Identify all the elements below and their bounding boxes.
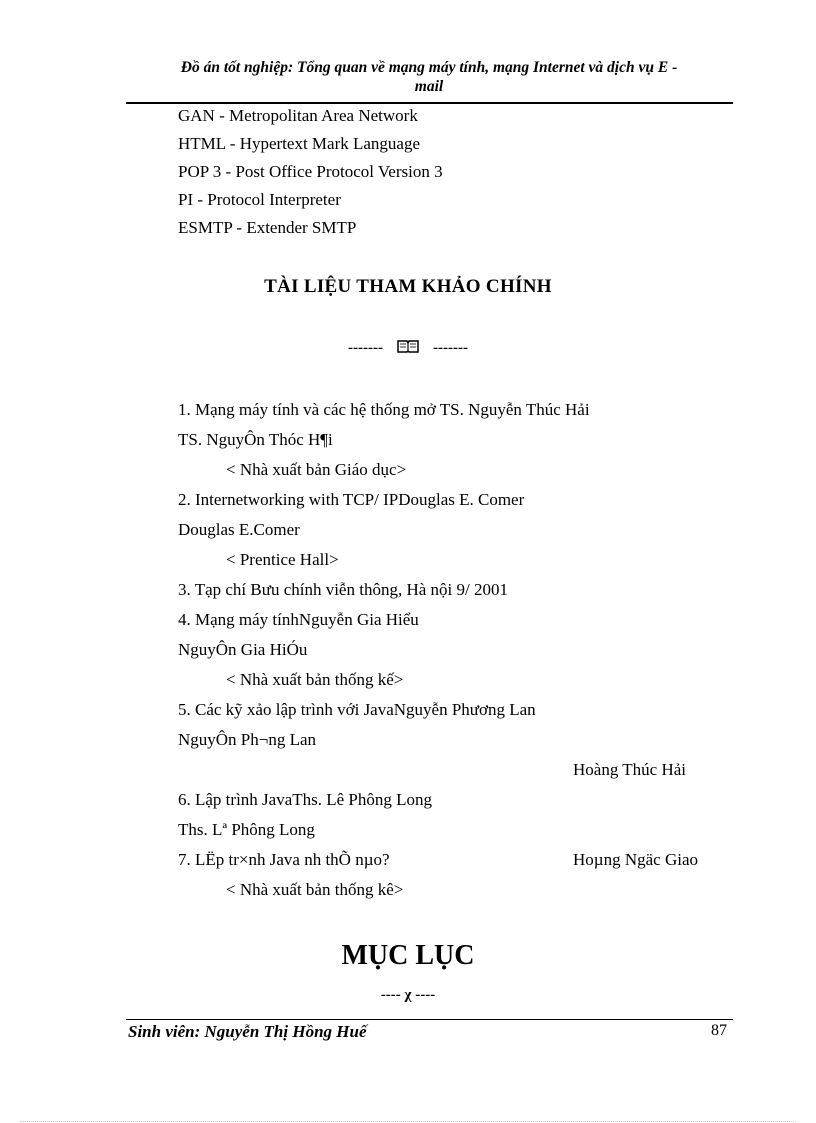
reference-item: 4. Mạng máy tínhNguyễn Gia Hiểu [178, 610, 419, 629]
reference-item: TS. NguyÔn Thóc H¶i [178, 430, 333, 449]
header-title-line2: mail [414, 78, 444, 95]
reference-publisher: < Prentice Hall> [226, 550, 339, 569]
reference-item: 5. Các kỹ xảo lập trình với JavaNguyễn Phương Lan [178, 700, 536, 719]
reference-author: Hoµng Ngäc Giao [573, 850, 698, 869]
abbreviation-item: ESMTP - Extender SMTP [178, 218, 357, 237]
header-rule [126, 102, 733, 104]
reference-publisher: < Nhà xuất bản thống kê> [226, 880, 404, 899]
running-header [126, 58, 732, 96]
toc-separator: ---- χ ---- [380, 987, 436, 1003]
references-heading: TÀI LIỆU THAM KHẢO CHÍNH [264, 276, 552, 297]
reference-item: 7. LËp tr×nh Java nh thÕ nµo? [178, 850, 390, 869]
divider-dashes-right: ------- [433, 340, 468, 356]
reference-item: 2. Internetworking with TCP/ IPDouglas E. Comer [178, 490, 525, 509]
page-number: 87 [711, 1022, 727, 1039]
reference-item: 6. Lập trình JavaThs. Lê Phông Long [178, 790, 433, 809]
book-icon [397, 339, 419, 353]
toc-heading: MỤC LỤC [341, 940, 475, 971]
abbreviation-item: HTML - Hypertext Mark Language [178, 134, 421, 153]
reference-publisher: < Nhà xuất bản Giáo dục> [226, 460, 407, 479]
abbreviation-item: GAN - Metropolitan Area Network [178, 106, 418, 125]
header-title-line1: Đồ án tốt nghiệp: Tổng quan về mạng máy tính, mạng Internet và dịch vụ E - [180, 59, 678, 76]
reference-publisher: < Nhà xuất bản thống kế> [226, 670, 404, 689]
footer-student-name: Sinh viên: Nguyễn Thị Hồng Huế [128, 1022, 367, 1041]
abbreviation-item: POP 3 - Post Office Protocol Version 3 [178, 162, 443, 181]
page-edge [20, 1121, 796, 1122]
section-divider [0, 339, 816, 357]
reference-item: Ths. Lª Phông Long [178, 820, 315, 839]
footer-rule [126, 1019, 733, 1020]
reference-item: 1. Mạng máy tính và các hệ thống mở TS. Nguyễn Thúc Hải [178, 400, 590, 419]
divider-dashes-left: ------- [348, 340, 383, 356]
abbreviation-item: PI - Protocol Interpreter [178, 190, 341, 209]
reference-item: 3. Tạp chí Bưu chính viễn thông, Hà nội 9/ 2001 [178, 580, 508, 599]
reference-item: NguyÔn Ph¬ng Lan [178, 730, 317, 749]
reference-author: Hoàng Thúc Hải [573, 760, 686, 779]
reference-item: Douglas E.Comer [178, 520, 300, 539]
reference-item: NguyÔn Gia HiÓu [178, 640, 308, 659]
